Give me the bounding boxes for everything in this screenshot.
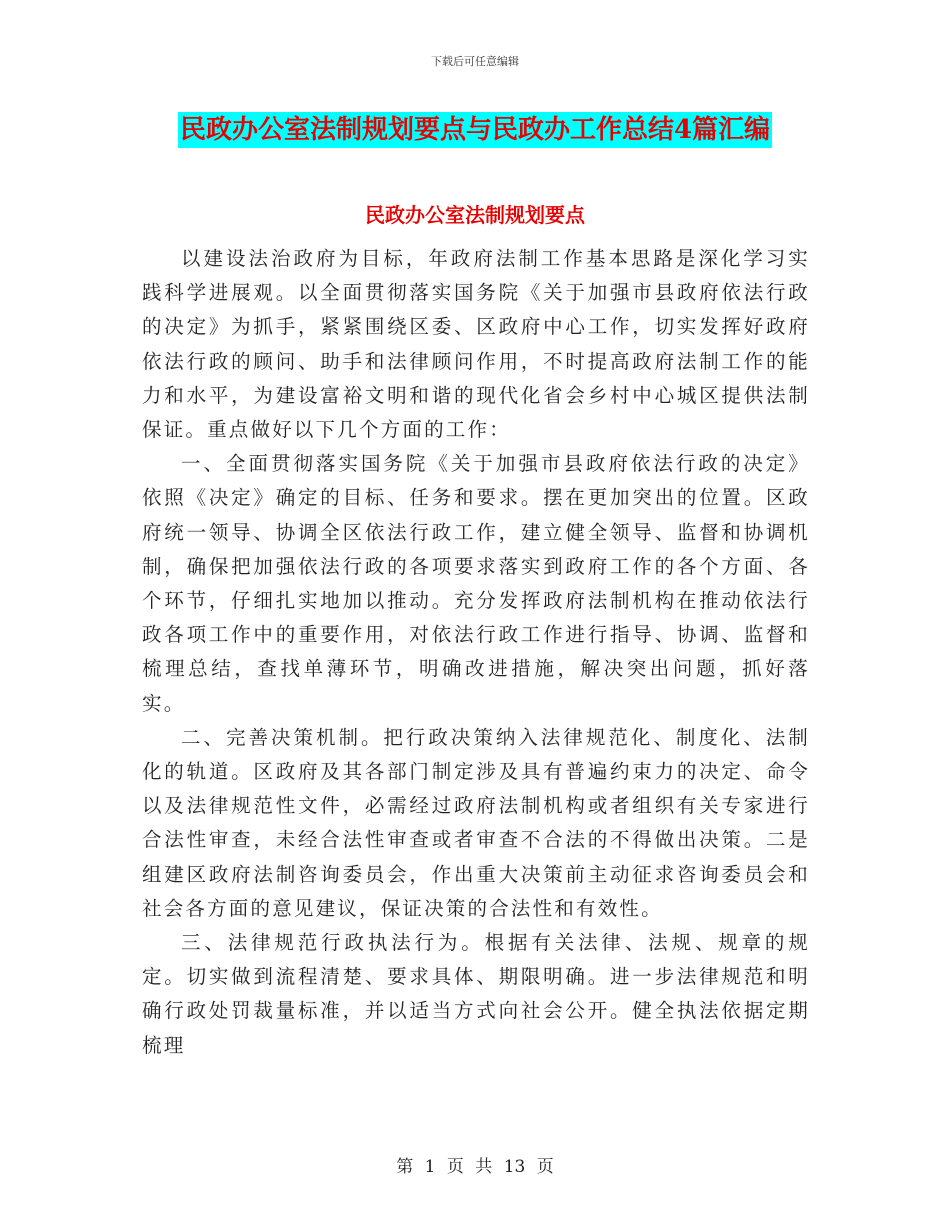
page-number-footer: 第 1 页 共 13 页 [396, 1157, 554, 1177]
paragraph-item-2: 二、完善决策机制。把行政决策纳入法律规范化、制度化、法制化的轨道。区政府及其各部门制定涉及具有普遍约束力的决定、命令以及法律规范性文件，必需经过政府法制机构或者组织有关专家进行合法性审查，未经合法性审查或者审查不合法的不得做出决策。二是组建区政府法制咨询委员会，作出重大决策前主动征求咨询委员会和社会各方面的意见建议，保证决策的合法性和有效性。 [142, 725, 810, 920]
section-title: 民政办公室法制规划要点 [365, 203, 585, 227]
page-header-note: 下载后可任意编辑 [431, 55, 519, 68]
paragraph-item-1: 一、全面贯彻落实国务院《关于加强市县政府依法行政的决定》依照《决定》确定的目标、任务和要求。摆在更加突出的位置。区政府统一领导、协调全区依法行政工作，建立健全领导、监督和协调机制，确保把加强依法行政的各项要求落实到政府工作的各个方面、各个环节，仔细扎实地加以推动。充分发挥政府法制机构在推动依法行政各项工作中的重要作用，对依法行政工作进行指导、协调、监督和梳理总结，查找单薄环节，明确改进措施，解决突出问题，抓好落实。 [142, 452, 810, 715]
paragraph-intro: 以建设法治政府为目标，年政府法制工作基本思路是深化学习实践科学进展观。以全面贯彻落实国务院《关于加强市县政府依法行政的决定》为抓手，紧紧围绕区委、区政府中心工作，切实发挥好政府依法行政的顾问、助手和法律顾问作用，不时提高政府法制工作的能力和水平，为建设富裕文明和谐的现代化省会乡村中心城区提供法制保证。重点做好以下几个方面的工作： [142, 247, 810, 442]
document-title-container [0, 112, 950, 148]
document-title: 民政办公室法制规划要点与民政办工作总结4篇汇编 [178, 112, 772, 148]
paragraph-item-3: 三、法律规范行政执法行为。根据有关法律、法规、规章的规定。切实做到流程清楚、要求具体、期限明确。进一步法律规范和明确行政处罚裁量标准，并以适当方式向社会公开。健全执法依据定期梳理 [142, 931, 810, 1057]
document-body [142, 242, 810, 1063]
